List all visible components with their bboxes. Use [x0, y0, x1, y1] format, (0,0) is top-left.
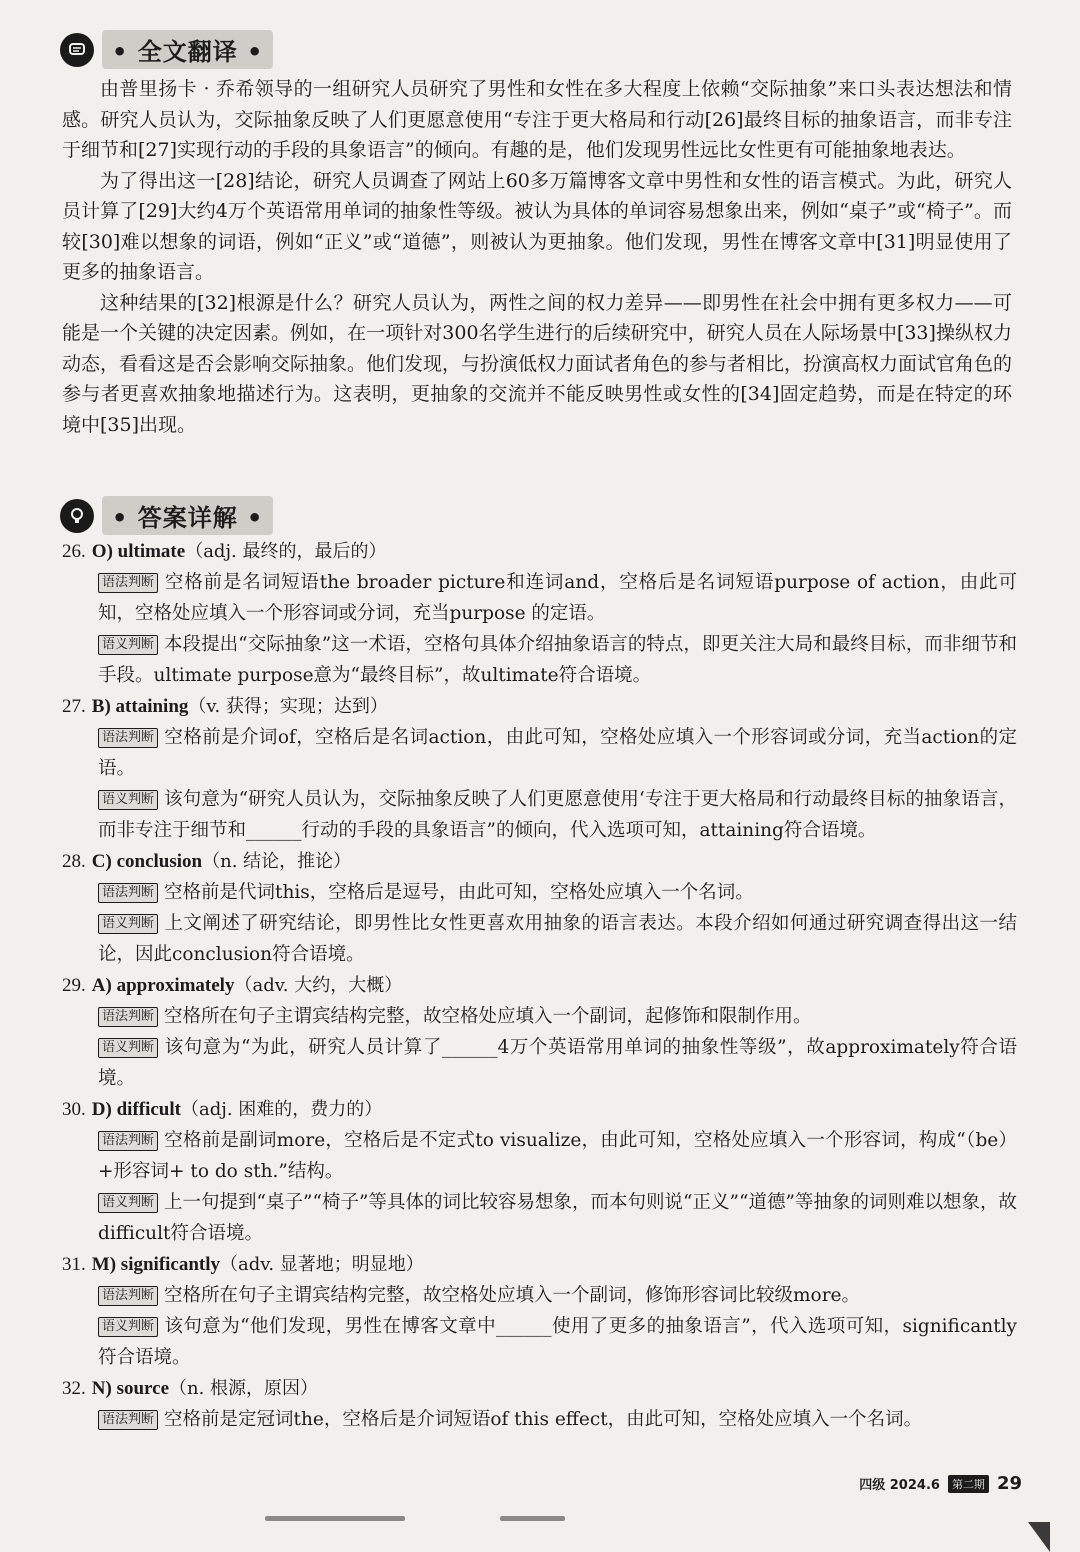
answer-heading [62, 846, 1017, 877]
answer-gloss: （n. 结论，推论） [202, 851, 352, 872]
page-corner [1028, 1522, 1050, 1552]
answer-option: C) conclusion [91, 851, 203, 872]
explanation-grammar [98, 1404, 1017, 1435]
answer-option: N) source [91, 1378, 170, 1399]
translation-title: • 全文翻译 • [102, 30, 273, 69]
answer-gloss: （adv. 显著地；明显地） [220, 1254, 424, 1275]
semantic-tag: 语义判断 [98, 1193, 158, 1213]
explanation-semantic [98, 784, 1017, 846]
answer-gloss: （n. 根源，原因） [169, 1378, 319, 1399]
translation-paragraph: 为了得出这一[28]结论，研究人员调查了网站上60多万篇博客文章中男性和女性的语言模式。为此，研究人员计算了[29]大约4万个英语常用单词的抽象性等级。被认为具体的单词容易想象出来，例如“桌子”或“椅子”。而较[30]难以想象的词语，例如“正义”或“道德”，则被认为更抽象。他们发现，男性在博客文章中[31]明显使用了更多的抽象语言。 [62, 169, 1012, 283]
explanation-text: 上文阐述了研究结论，即男性比女性更喜欢用抽象的语言表达。本段介绍如何通过研究调查得出这一结论，因此conclusion符合语境。 [98, 913, 1017, 965]
answer-heading [62, 1249, 1017, 1280]
page-number: 29 [996, 1473, 1022, 1494]
explanation-semantic [98, 629, 1017, 691]
issue-badge: 第二期 [948, 1475, 989, 1493]
answer-heading [62, 1094, 1017, 1125]
speech-bubble-icon [60, 33, 94, 67]
explanation-semantic [98, 1311, 1017, 1373]
explanation-text: 空格前是代词this，空格后是逗号，由此可知，空格处应填入一个名词。 [164, 882, 754, 903]
explanation-text: 空格前是定冠词the，空格后是介词短语of this effect，由此可知，空格处应填入一个名词。 [164, 1409, 923, 1430]
translation-header [60, 30, 273, 69]
answer-heading [62, 536, 1017, 567]
semantic-tag: 语义判断 [98, 790, 158, 810]
explanation-text: 该句意为“为此，研究人员计算了______4万个英语常用单词的抽象性等级”，故approximately符合语境。 [98, 1037, 1017, 1089]
answer-item-32 [62, 1373, 1017, 1435]
explanation-text: 本段提出“交际抽象”这一术语，空格句具体介绍抽象语言的特点，即更关注大局和最终目标，而非细节和手段。ultimate purpose意为“最终目标”，故ultimate符合语境。 [98, 634, 1017, 686]
translation-paragraph: 这种结果的[32]根源是什么？研究人员认为，两性之间的权力差异——即男性在社会中拥有更多权力——可能是一个关键的决定因素。例如，在一项针对300名学生进行的后续研究中，研究人员在人际场景中[33]操纵权力动态，看看这是否会影响交际抽象。他们发现，与扮演低权力面试者角色的参与者相比，扮演高权力面试官角色的参与者更喜欢抽象地描述行为。这表明，更抽象的交流并不能反映男性或女性的[34]固定趋势，而是在特定的环境中[35]出现。 [62, 291, 1013, 436]
answers-title: • 答案详解 • [102, 496, 273, 535]
semantic-tag: 语义判断 [98, 635, 158, 655]
answer-gloss: （v. 获得；实现；达到） [188, 696, 388, 717]
answer-item-26 [62, 536, 1017, 691]
exam-label: 四级 2024.6 [859, 1478, 940, 1493]
explanation-semantic [98, 908, 1017, 970]
scan-artifact [500, 1516, 565, 1521]
translation-body [62, 74, 1012, 440]
grammar-tag: 语法判断 [98, 883, 158, 903]
explanation-text: 空格所在句子主谓宾结构完整，故空格处应填入一个副词，修饰形容词比较级more。 [164, 1285, 860, 1306]
explanation-text: 空格所在句子主谓宾结构完整，故空格处应填入一个副词，起修饰和限制作用。 [164, 1006, 812, 1027]
question-number: 32. [62, 1378, 86, 1399]
grammar-tag: 语法判断 [98, 1131, 158, 1151]
scan-artifact [265, 1516, 405, 1521]
answer-gloss: （adj. 最终的，最后的） [185, 541, 387, 562]
explanation-grammar [98, 1001, 1017, 1032]
explanation-text: 该句意为“他们发现，男性在博客文章中______使用了更多的抽象语言”，代入选项可知，significantly符合语境。 [98, 1316, 1017, 1368]
explanation-text: 空格前是介词of，空格后是名词action，由此可知，空格处应填入一个形容词或分词，充当action的定语。 [98, 727, 1017, 779]
explanation-grammar [98, 567, 1017, 629]
answer-option: B) attaining [91, 696, 189, 717]
answer-gloss: （adj. 困难的，费力的） [180, 1099, 383, 1120]
grammar-tag: 语法判断 [98, 573, 158, 593]
answer-item-29 [62, 970, 1017, 1094]
explanation-semantic [98, 1187, 1017, 1249]
answer-option: D) difficult [91, 1099, 181, 1120]
grammar-tag: 语法判断 [98, 1286, 158, 1306]
semantic-tag: 语义判断 [98, 914, 158, 934]
answers-list [62, 536, 1017, 1435]
question-number: 26. [62, 541, 86, 562]
grammar-tag: 语法判断 [98, 1410, 158, 1430]
answer-option: A) approximately [91, 975, 235, 996]
question-number: 28. [62, 851, 86, 872]
explanation-text: 空格前是副词more，空格后是不定式to visualize，由此可知，空格处应填入一个形容词，构成“（be）+形容词+ to do sth.”结构。 [98, 1130, 1017, 1182]
question-number: 27. [62, 696, 86, 717]
explanation-text: 空格前是名词短语the broader picture和连词and，空格后是名词短语purpose of action，由此可知，空格处应填入一个形容词或分词，充当purpose 的定语。 [98, 572, 1017, 624]
grammar-tag: 语法判断 [98, 1007, 158, 1027]
answer-gloss: （adv. 大约，大概） [234, 975, 403, 996]
answer-heading [62, 1373, 1017, 1404]
semantic-tag: 语义判断 [98, 1317, 158, 1337]
answer-heading [62, 691, 1017, 722]
explanation-grammar [98, 877, 1017, 908]
explanation-semantic [98, 1032, 1017, 1094]
question-number: 29. [62, 975, 86, 996]
page-footer [859, 1473, 1022, 1494]
answer-option: O) ultimate [91, 541, 186, 562]
semantic-tag: 语义判断 [98, 1038, 158, 1058]
lightbulb-icon [60, 499, 94, 533]
grammar-tag: 语法判断 [98, 728, 158, 748]
answer-item-30 [62, 1094, 1017, 1249]
answer-item-27 [62, 691, 1017, 846]
explanation-grammar [98, 1280, 1017, 1311]
answer-option: M) significantly [91, 1254, 221, 1275]
question-number: 31. [62, 1254, 86, 1275]
answers-header [60, 496, 273, 535]
explanation-grammar [98, 722, 1017, 784]
explanation-text: 上一句提到“桌子”“椅子”等具体的词比较容易想象，而本句则说“正义”“道德”等抽象的词则难以想象，故difficult符合语境。 [98, 1192, 1017, 1244]
question-number: 30. [62, 1099, 86, 1120]
answer-item-28 [62, 846, 1017, 970]
explanation-text: 该句意为“研究人员认为，交际抽象反映了人们更愿意使用‘专注于更大格局和行动最终目标的抽象语言，而非专注于细节和______行动的手段的具象语言”的倾向，代入选项可知，attaining符合语境。 [98, 789, 1017, 841]
answer-item-31 [62, 1249, 1017, 1373]
explanation-grammar [98, 1125, 1017, 1187]
translation-paragraph: 由普里扬卡 · 乔希领导的一组研究人员研究了男性和女性在多大程度上依赖“交际抽象”来口头表达想法和情感。研究人员认为，交际抽象反映了人们更愿意使用“专注于更大格局和行动[26]最终目标的抽象语言，而非专注于细节和[27]实现行动的手段的具象语言”的倾向。有趣的是，他们发现男性远比女性更有可能抽象地表达。 [62, 78, 1012, 161]
answer-heading [62, 970, 1017, 1001]
